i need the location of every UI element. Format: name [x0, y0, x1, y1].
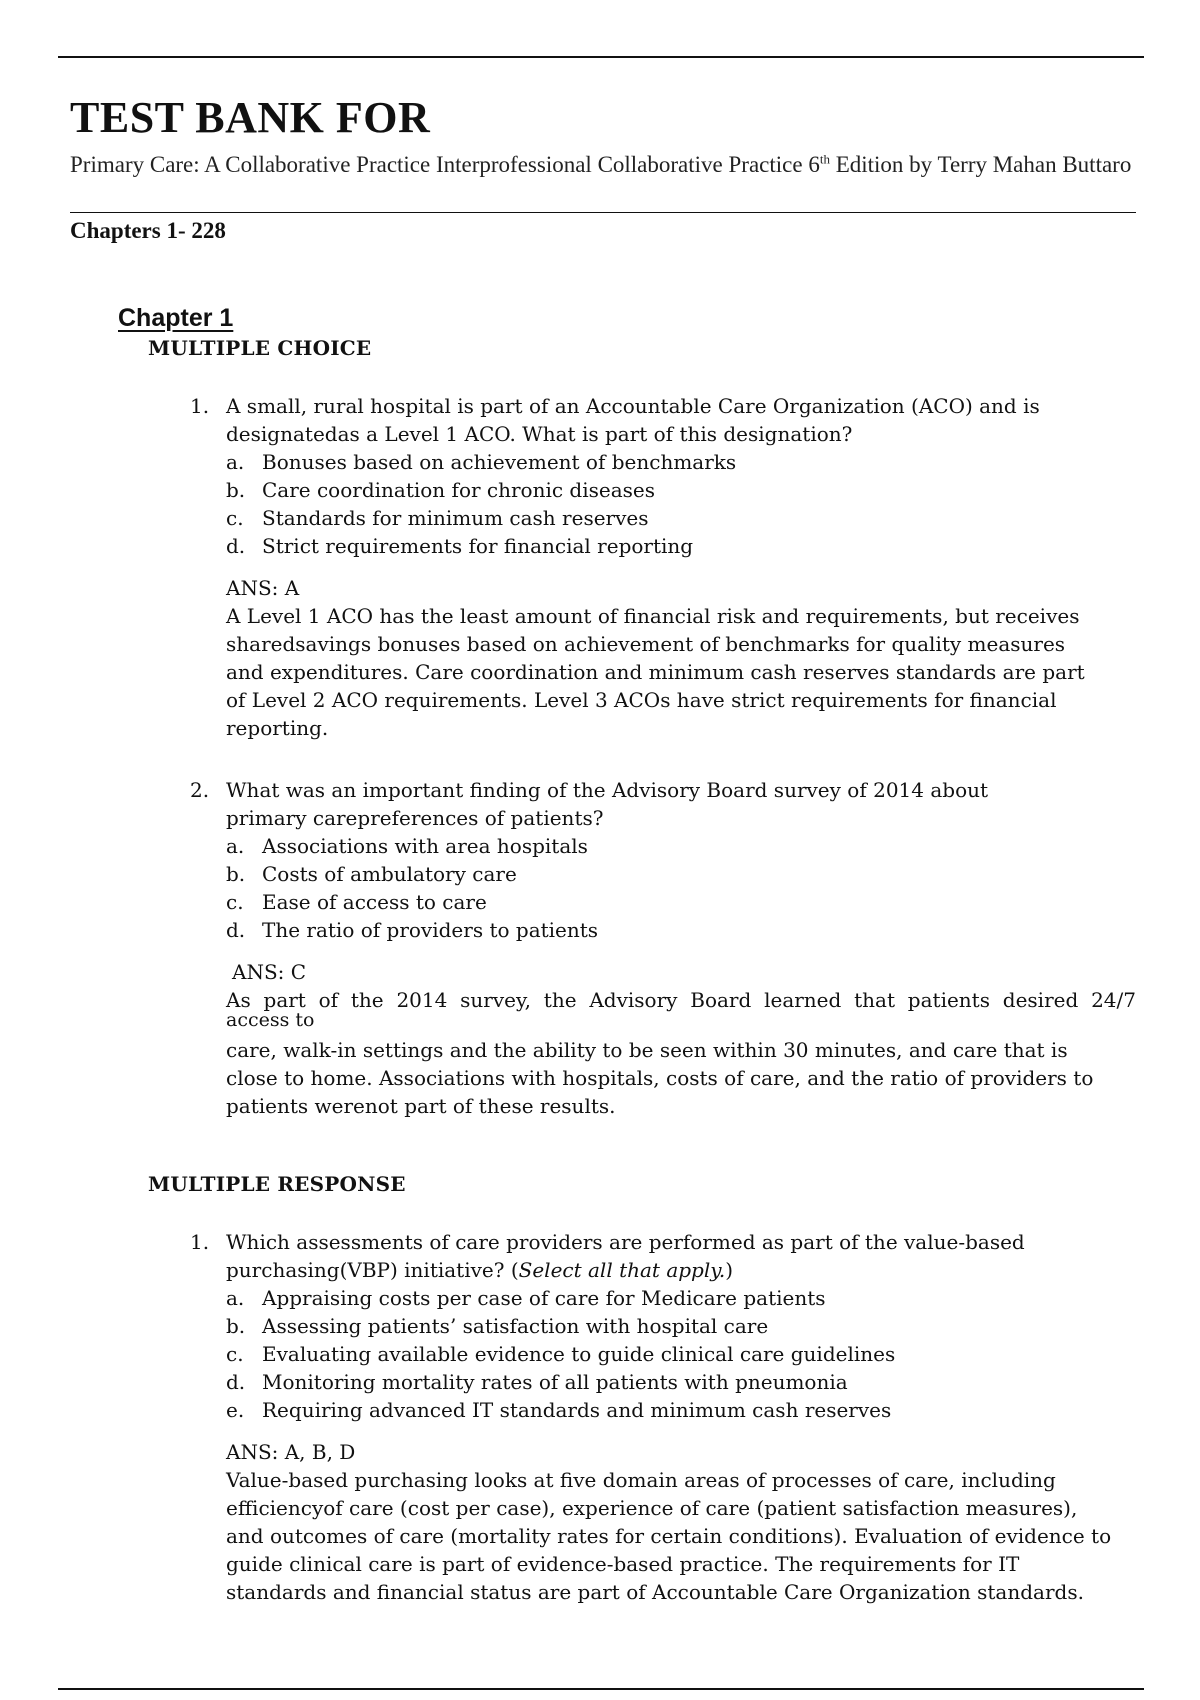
document-title: TEST BANK FOR [70, 93, 431, 142]
option-letter: d. [226, 918, 246, 942]
question-stem [226, 1228, 1150, 1284]
stem-line: A small, rural hospital is part of an Accountable Care Organization (ACO) and is [226, 394, 1040, 418]
option-d [226, 1368, 1150, 1396]
stem-line-end: ) [725, 1258, 734, 1282]
question-number: 1. [190, 394, 210, 418]
answer-options [226, 1284, 1150, 1424]
rationale-line: close to home. Associations with hospitals, costs of care, and the ratio of providers to [226, 1066, 1094, 1090]
rationale-line: guide clinical care is part of evidence-based practice. The requirements for IT [226, 1552, 1020, 1576]
question-stem-row [190, 392, 1150, 448]
stem-line: designatedas a Level 1 ACO. What is part of this designation? [226, 422, 853, 446]
document-subtitle [70, 150, 1140, 180]
rationale-line: patients werenot part of these results. [226, 1094, 616, 1118]
option-text: Standards for minimum cash reserves [262, 506, 649, 530]
option-b [226, 860, 1150, 888]
top-rule [58, 56, 1144, 58]
option-text: Costs of ambulatory care [262, 862, 517, 886]
subtitle-main: Primary Care: A Collaborative Practice Interprofessional Collaborative Practice 6 [70, 152, 820, 177]
answer-key: ANS: C [232, 960, 307, 984]
option-letter: e. [226, 1398, 245, 1422]
answer-block [226, 574, 1136, 742]
option-letter: a. [226, 1286, 245, 1310]
option-text: Ease of access to care [262, 890, 487, 914]
option-text: Care coordination for chronic diseases [262, 478, 656, 502]
question-multiple-response-1 [190, 1228, 1150, 1606]
subtitle-superscript: th [819, 151, 830, 167]
option-d [226, 532, 1150, 560]
rationale-line: and expenditures. Care coordination and minimum cash reserves standards are part [226, 660, 1085, 684]
stem-line: primary carepreferences of patients? [226, 806, 604, 830]
option-d [226, 916, 1150, 944]
rationale-line: and outcomes of care (mortality rates for certain conditions). Evaluation of evidence to [226, 1524, 1112, 1548]
option-text: Evaluating available evidence to guide clinical care guidelines [262, 1342, 896, 1366]
question-stem-row [190, 776, 1150, 832]
answer-block [226, 1438, 1136, 1606]
option-a [226, 1284, 1150, 1312]
option-letter: d. [226, 1370, 246, 1394]
option-letter: a. [226, 450, 245, 474]
option-letter: b. [226, 862, 246, 886]
rationale [226, 602, 1136, 742]
option-b [226, 1312, 1150, 1340]
rationale-line: care, walk-in settings and the ability to be seen within 30 minutes, and care that is [226, 1038, 1068, 1062]
option-c [226, 504, 1150, 532]
rationale [226, 1036, 1136, 1120]
answer-options [226, 832, 1150, 944]
option-letter: c. [226, 1342, 244, 1366]
subtitle-tail: Edition by Terry Mahan Buttaro [829, 152, 1132, 177]
answer-options [226, 448, 1150, 560]
option-text: Assessing patients’ satisfaction with hospital care [262, 1314, 769, 1338]
question-stem-row [190, 1228, 1150, 1284]
rationale-line: A Level 1 ACO has the least amount of financial risk and requirements, but receives [226, 604, 1080, 628]
question-number: 1. [190, 1230, 210, 1254]
rationale-line: As part of the 2014 survey, the Advisory Board learned that patients desired 24/7 [226, 988, 1136, 1012]
option-letter: b. [226, 478, 246, 502]
question-number: 2. [190, 778, 210, 802]
section-heading-multiple-response: MULTIPLE RESPONSE [148, 1172, 406, 1196]
option-text: Associations with area hospitals [262, 834, 588, 858]
rationale-line: sharedsavings bonuses based on achievement of benchmarks for quality measures [226, 632, 1066, 656]
rationale-line: reporting. [226, 716, 329, 740]
option-text: The ratio of providers to patients [262, 918, 599, 942]
stem-line: What was an important finding of the Advisory Board survey of 2014 about [226, 778, 989, 802]
option-e [226, 1396, 1150, 1424]
stem-line: Which assessments of care providers are performed as part of the value-based [226, 1230, 1025, 1254]
question-stem [226, 776, 1150, 832]
option-letter: c. [226, 890, 244, 914]
bottom-rule [58, 1688, 1144, 1690]
option-text: Appraising costs per case of care for Medicare patients [262, 1286, 826, 1310]
rationale-line: of Level 2 ACO requirements. Level 3 ACOs have strict requirements for financial [226, 688, 1057, 712]
title-rule [70, 212, 1136, 213]
option-letter: d. [226, 534, 246, 558]
rationale-line: access to [226, 1009, 315, 1031]
answer-key: ANS: A [226, 576, 300, 600]
rationale-line: Value-based purchasing looks at five domain areas of processes of care, including [226, 1468, 1056, 1492]
option-text: Bonuses based on achievement of benchmarks [262, 450, 737, 474]
section-heading-multiple-choice: MULTIPLE CHOICE [148, 336, 372, 360]
stem-instruction: Select all that apply. [518, 1258, 726, 1282]
option-text: Requiring advanced IT standards and minimum cash reserves [262, 1398, 892, 1422]
question-stem [226, 392, 1150, 448]
rationale [226, 1466, 1136, 1606]
option-b [226, 476, 1150, 504]
answer-key: ANS: A, B, D [226, 1440, 356, 1464]
option-c [226, 1340, 1150, 1368]
option-letter: b. [226, 1314, 246, 1338]
option-a [226, 832, 1150, 860]
question-1 [190, 392, 1150, 742]
answer-block [226, 958, 1136, 1120]
option-letter: c. [226, 506, 244, 530]
option-letter: a. [226, 834, 245, 858]
option-c [226, 888, 1150, 916]
chapters-range: Chapters 1- 228 [70, 218, 226, 243]
chapter-heading: Chapter 1 [118, 304, 234, 332]
option-text: Monitoring mortality rates of all patients with pneumonia [262, 1370, 848, 1394]
rationale-line: efficiencyof care (cost per case), experience of care (patient satisfaction measures), [226, 1496, 1078, 1520]
question-2 [190, 776, 1150, 1120]
option-text: Strict requirements for financial reporting [262, 534, 694, 558]
option-a [226, 448, 1150, 476]
stem-line: purchasing(VBP) initiative? ( [226, 1258, 519, 1282]
rationale-line: standards and financial status are part of Accountable Care Organization standards. [226, 1580, 1084, 1604]
